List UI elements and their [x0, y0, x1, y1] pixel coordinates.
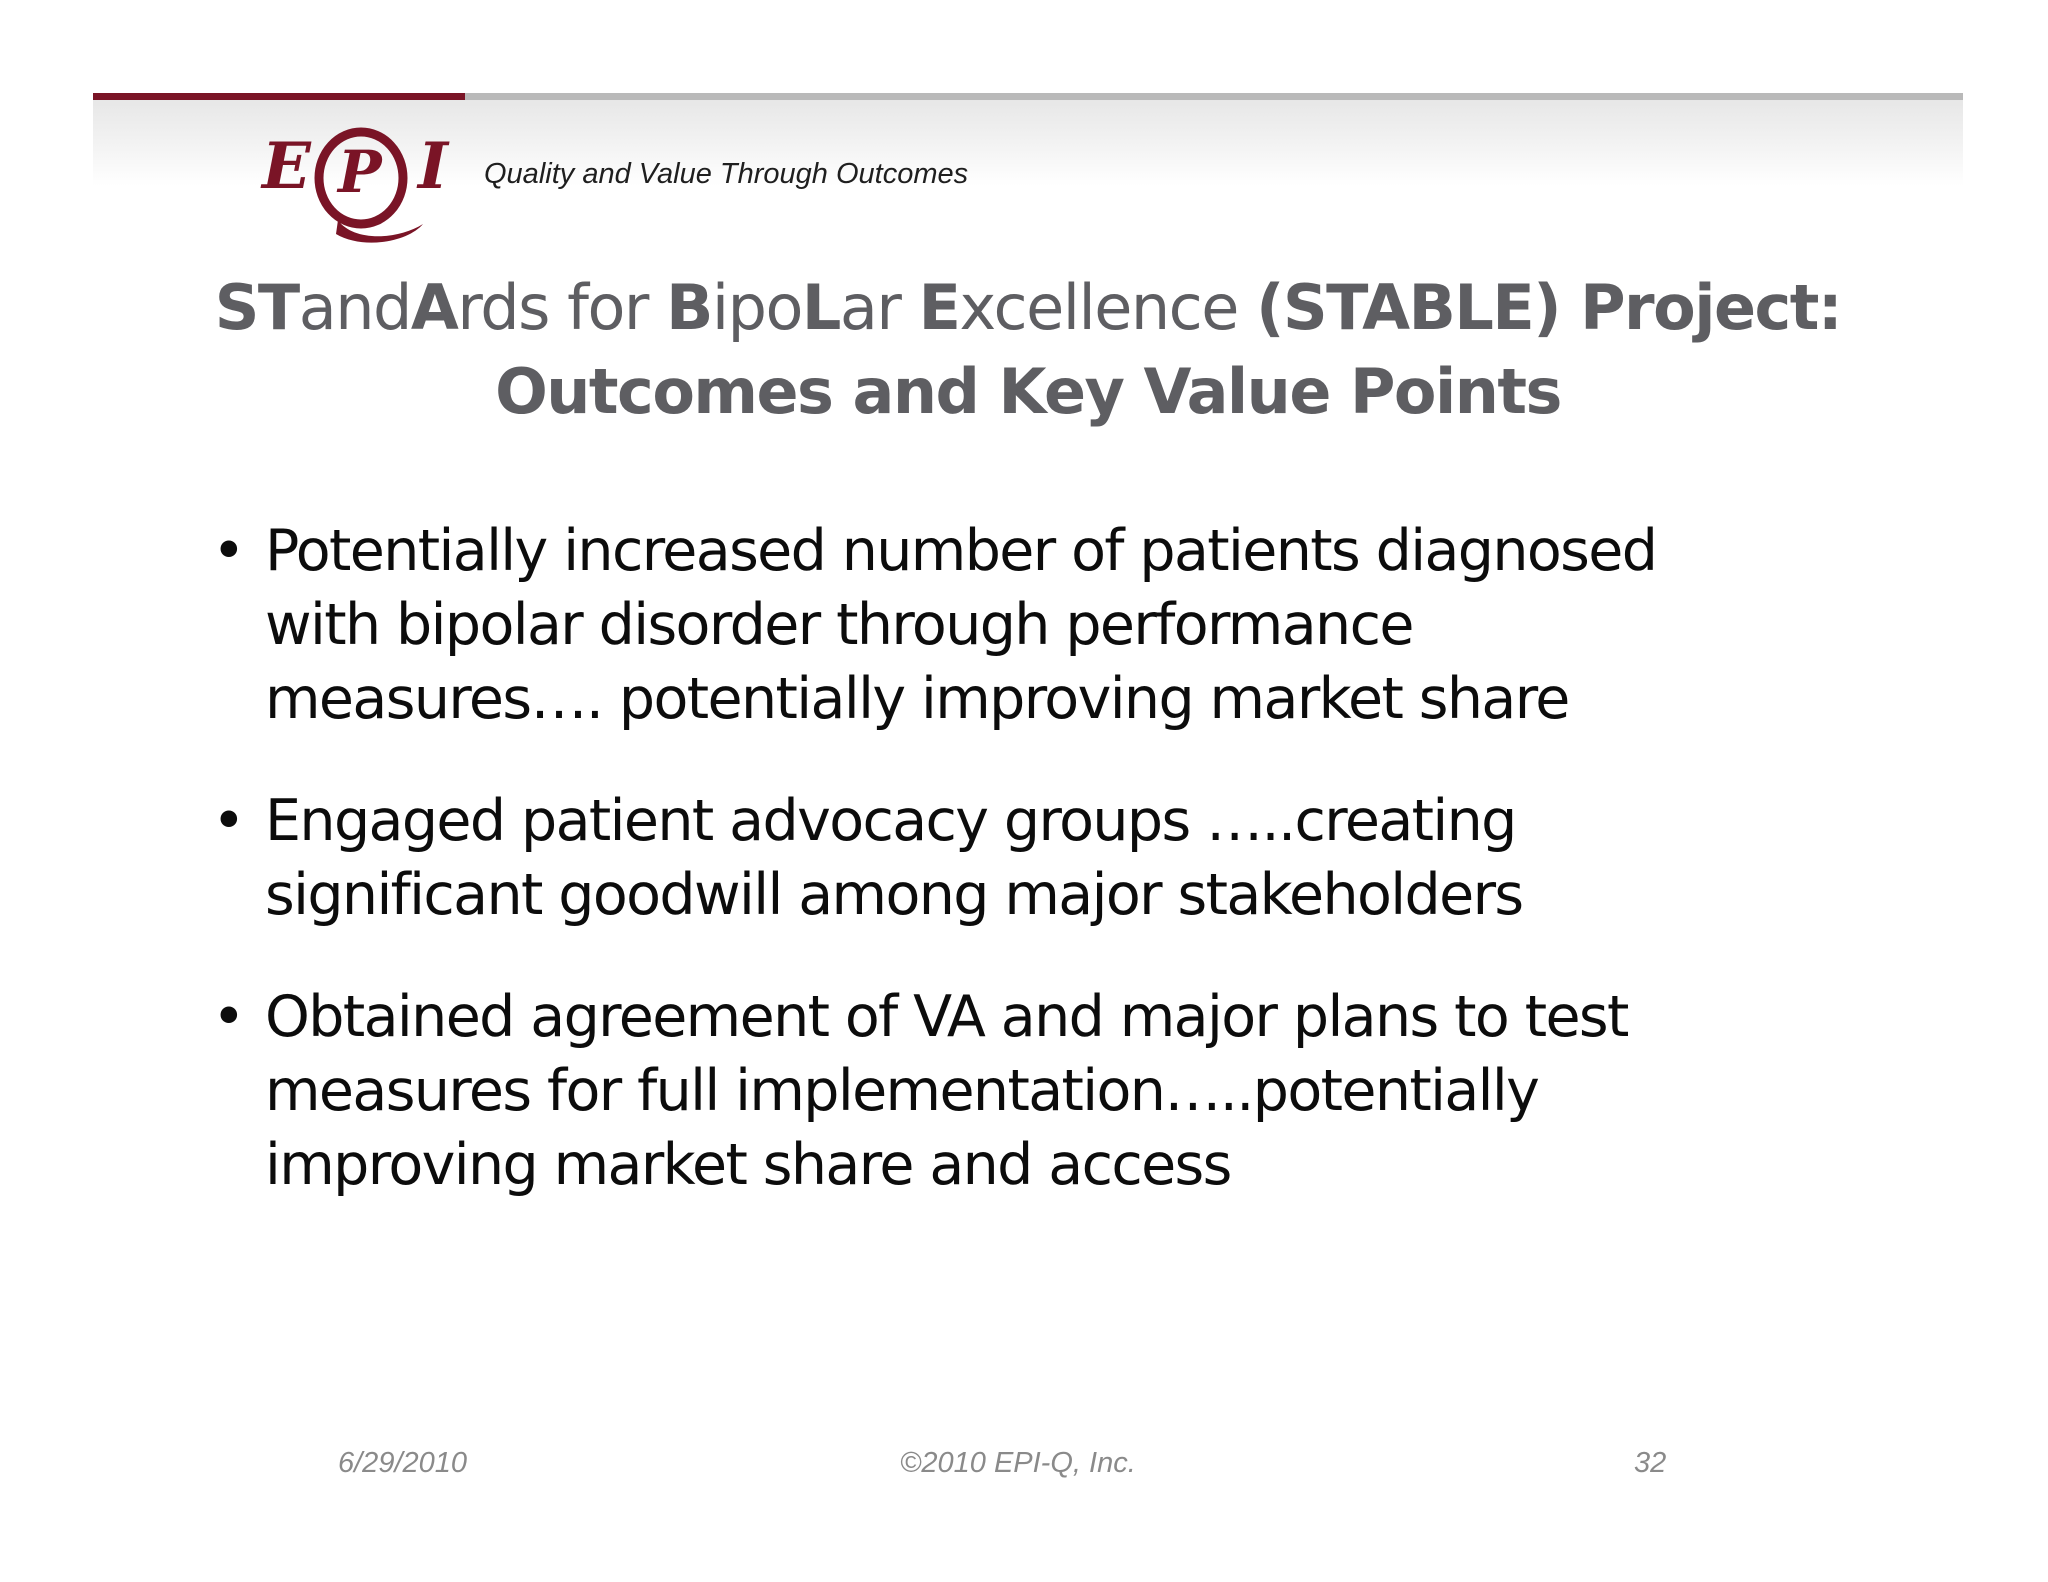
slide-title	[100, 266, 1956, 434]
svg-text:E: E	[262, 129, 311, 204]
top-rule-accent	[93, 93, 465, 100]
bullet-item: • Potentially increased number of patients diagnosed with bipolar disorder through performance measures…. potentially improving market share	[212, 514, 1852, 736]
title-line-2: Outcomes and Key Value Points	[495, 355, 1561, 428]
page-number: 32	[1634, 1447, 1667, 1479]
bullet-list	[212, 514, 1852, 1250]
epqi-logo	[258, 112, 468, 252]
tagline: Quality and Value Through Outcomes	[484, 158, 969, 190]
top-rule	[465, 93, 1963, 100]
bullet-dot-icon: •	[212, 984, 245, 1050]
bullet-dot-icon: •	[212, 518, 245, 584]
footer-date: 6/29/2010	[338, 1447, 468, 1479]
title-line-1: STandArds for BipoLar Excellence (STABLE) Project:	[214, 271, 1842, 344]
bullet-item: • Obtained agreement of VA and major plans to test measures for full implementation…..potentially improving market share and access	[212, 980, 1852, 1202]
svg-text:P: P	[338, 138, 382, 206]
bullet-item: • Engaged patient advocacy groups …..creating significant goodwill among major stakeholders	[212, 784, 1852, 932]
bullet-dot-icon: •	[212, 788, 245, 854]
footer-copyright: ©2010 EPI-Q, Inc.	[900, 1447, 1136, 1479]
svg-text:I: I	[418, 129, 448, 204]
